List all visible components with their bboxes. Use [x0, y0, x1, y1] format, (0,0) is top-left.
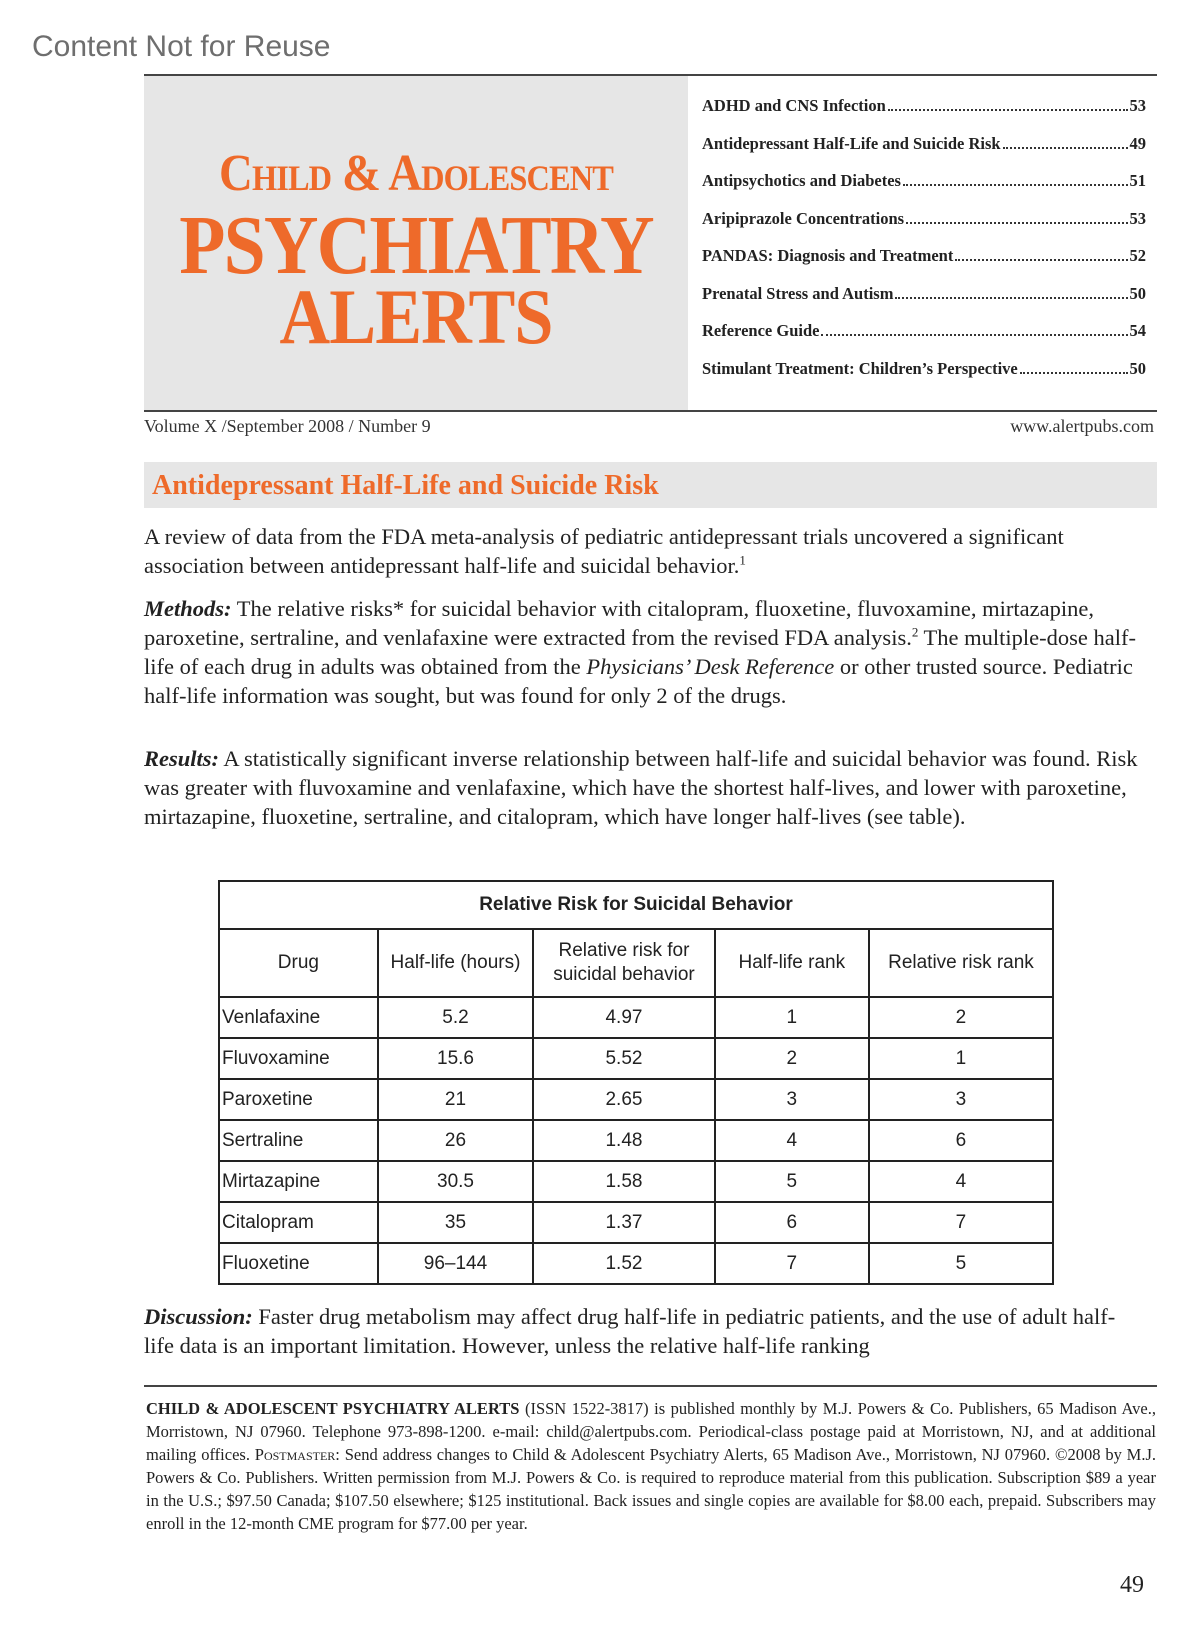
table-cell: 35: [378, 1202, 534, 1243]
table-cell: Sertraline: [219, 1120, 378, 1161]
table-row: [219, 997, 1053, 1038]
masthead-line-2: PSYCHIATRY: [179, 199, 653, 292]
table-row: [219, 1161, 1053, 1202]
table-row: [219, 1243, 1053, 1284]
table-cell: 2.65: [533, 1079, 714, 1120]
table-cell: Fluoxetine: [219, 1243, 378, 1284]
column-header: Relative risk rank: [869, 929, 1053, 997]
table-cell: 21: [378, 1079, 534, 1120]
table-cell: 1.37: [533, 1202, 714, 1243]
table-cell: 15.6: [378, 1038, 534, 1079]
reference-2: 2: [911, 624, 919, 640]
publication-info: [146, 1397, 1156, 1535]
table-header-row: [219, 929, 1053, 997]
toc-item-title: Prenatal Stress and Autism: [702, 283, 894, 303]
reference-1: 1: [739, 552, 746, 568]
table-cell: 1.52: [533, 1243, 714, 1284]
table-cell: 1: [715, 997, 869, 1038]
article-title-bar: [144, 462, 1157, 508]
results-label: Results:: [144, 746, 220, 771]
results-text: A statistically significant inverse relationship between half-life and suicidal behavior was found. Risk was greater with fluvoxamine and venlafaxine, which have the shortest half-lives, and lower with paroxetine, mirtazapine, fluoxetine, sertraline, and citalopram, which have longer half-lives (see table).: [144, 746, 1138, 829]
column-header: Half-life (hours): [378, 929, 534, 997]
table-cell: 5: [869, 1243, 1053, 1284]
toc-leader: [821, 334, 1127, 336]
toc-item-title: Stimulant Treatment: Children’s Perspective: [702, 358, 1018, 378]
publication-text-a: (ISSN 1522-3817) is published monthly by M.J. Powers & Co. Publishers, 65 Madison Ave., Morristown, NJ 07960. Telephone 973-898-1200. e-mail: child@alertpubs.com. Periodical-class postage paid at Morristown, NJ, and at additional mailing offices.: [146, 1399, 1156, 1464]
toc-item-title: Aripiprazole Concentrations: [702, 208, 905, 228]
toc-leader: [1003, 147, 1128, 149]
methods-label: Methods:: [144, 596, 232, 621]
issue-info-bar: [144, 416, 1154, 437]
table-cell: 30.5: [378, 1161, 534, 1202]
masthead-line-3: ALERTS: [279, 273, 553, 360]
toc-item[interactable]: [702, 359, 1146, 397]
footer-divider: [144, 1385, 1157, 1387]
toc-item-title: ADHD and CNS Infection: [702, 96, 886, 115]
table-cell: 3: [715, 1079, 869, 1120]
table-cell: Citalopram: [219, 1202, 378, 1243]
table-cell: 1.48: [533, 1120, 714, 1161]
table-cell: 7: [869, 1202, 1053, 1243]
table-cell: 5.2: [378, 997, 534, 1038]
methods-text-c: or other trusted source. Pediatric half-life information was sought, but was found for only 2 of the drugs.: [144, 654, 1133, 708]
table-cell: 5: [715, 1161, 869, 1202]
table-cell: 2: [869, 997, 1053, 1038]
table-cell: 3: [869, 1079, 1053, 1120]
website-link[interactable]: www.alertpubs.com: [1010, 416, 1154, 436]
methods-text-b: The multiple-dose half-life of each drug in adults was obtained from the: [144, 625, 1136, 679]
column-header: Relative risk for suicidal behavior: [533, 929, 714, 997]
table-row: [219, 1120, 1053, 1161]
results-paragraph: [144, 744, 1144, 831]
table-cell: Fluvoxamine: [219, 1038, 378, 1079]
toc-item[interactable]: [702, 134, 1146, 172]
table-row: [219, 1202, 1053, 1243]
methods-text-a: The relative risks* for suicidal behavior with citalopram, fluoxetine, fluvoxamine, mirtazapine, paroxetine, sertraline, and venlafaxine were extracted from the revised FDA analysis.: [144, 596, 1094, 650]
table-cell: Venlafaxine: [219, 997, 378, 1038]
toc-item-page: 53: [1129, 96, 1146, 115]
toc-item[interactable]: [702, 284, 1146, 322]
table-cell: 4: [869, 1161, 1053, 1202]
toc-item-title: Antipsychotics and Diabetes: [702, 171, 901, 190]
toc-item-page: 50: [1129, 283, 1146, 303]
publication-name: CHILD & ADOLESCENT PSYCHIATRY ALERTS: [146, 1399, 520, 1418]
publication-text-b: : Send address changes to Child & Adolescent Psychiatry Alerts, 65 Madison Ave., Morristown, NJ 07960. ©2008 by M.J. Powers & Co. Publishers. Written permission from M.J. Powers & Co. is required to reproduce material from this publication. Subscription $89 a year in the U.S.; $97.50 Canada; $107.50 elsewhere; $125 institutional. Back issues and single copies are available for $8.00 each, prepaid. Subscribers may enroll in the 12-month CME program for $77.00 per year.: [146, 1445, 1156, 1533]
masthead-header: [144, 74, 1157, 412]
toc-leader: [888, 109, 1128, 111]
article-intro: [144, 522, 1144, 580]
methods-paragraph: [144, 594, 1144, 710]
issue-volume: Volume X /September 2008 / Number 9: [144, 416, 431, 436]
table-cell: 6: [869, 1120, 1053, 1161]
toc-item-page: 51: [1129, 171, 1146, 190]
table-of-contents: [702, 96, 1146, 396]
table-row: [219, 1038, 1053, 1079]
table-cell: 6: [715, 1202, 869, 1243]
discussion-text: Faster drug metabolism may affect drug half-life in pediatric patients, and the use of adult half-life data is an important limitation. However, unless the relative half-life ranking: [144, 1304, 1116, 1358]
table-cell: 5.52: [533, 1038, 714, 1079]
toc-item-title: Reference Guide: [702, 321, 820, 340]
toc-leader: [903, 184, 1128, 186]
discussion-paragraph: [144, 1302, 1144, 1360]
article-title: Antidepressant Half-Life and Suicide Risk: [152, 470, 659, 501]
toc-leader: [1020, 372, 1128, 374]
toc-item[interactable]: [702, 209, 1146, 247]
toc-item-title: Antidepressant Half-Life and Suicide Risk: [702, 133, 1001, 153]
column-header: Drug: [219, 929, 378, 997]
toc-item-page: 53: [1129, 208, 1146, 228]
table-cell: 7: [715, 1243, 869, 1284]
toc-item-page: 49: [1129, 133, 1146, 153]
discussion-label: Discussion:: [144, 1304, 253, 1329]
page-number: 49: [1120, 1572, 1144, 1598]
toc-leader: [895, 297, 1127, 299]
table-cell: 4.97: [533, 997, 714, 1038]
watermark: Content Not for Reuse: [32, 30, 331, 63]
table-cell: 1.58: [533, 1161, 714, 1202]
column-header: Half-life rank: [715, 929, 869, 997]
relative-risk-table: [218, 880, 1054, 1285]
toc-item[interactable]: [702, 171, 1146, 209]
table-cell: 96–144: [378, 1243, 534, 1284]
intro-text: A review of data from the FDA meta-analysis of pediatric antidepressant trials uncovered a significant association between antidepressant half-life and suicidal behavior.: [144, 524, 1064, 578]
toc-item-page: 54: [1129, 321, 1146, 340]
toc-leader: [955, 259, 1127, 261]
toc-leader: [906, 222, 1127, 224]
masthead-logo: [144, 76, 688, 410]
toc-item-page: 50: [1129, 358, 1146, 378]
table-cell: 1: [869, 1038, 1053, 1079]
masthead-line-1: Child & Adolescent: [219, 145, 613, 202]
toc-item[interactable]: [702, 246, 1146, 284]
toc-item[interactable]: [702, 96, 1146, 134]
table-cell: Mirtazapine: [219, 1161, 378, 1202]
toc-item-page: 52: [1129, 246, 1146, 265]
toc-item-title: PANDAS: Diagnosis and Treatment: [702, 246, 954, 265]
postmaster-label: Postmaster: [254, 1445, 336, 1464]
table-title: Relative Risk for Suicidal Behavior: [219, 881, 1053, 929]
table-cell: 4: [715, 1120, 869, 1161]
table-row: [219, 1079, 1053, 1120]
table-cell: 2: [715, 1038, 869, 1079]
table-cell: 26: [378, 1120, 534, 1161]
table-cell: Paroxetine: [219, 1079, 378, 1120]
methods-italic: Physicians’ Desk Reference: [586, 654, 835, 679]
toc-item[interactable]: [702, 321, 1146, 359]
